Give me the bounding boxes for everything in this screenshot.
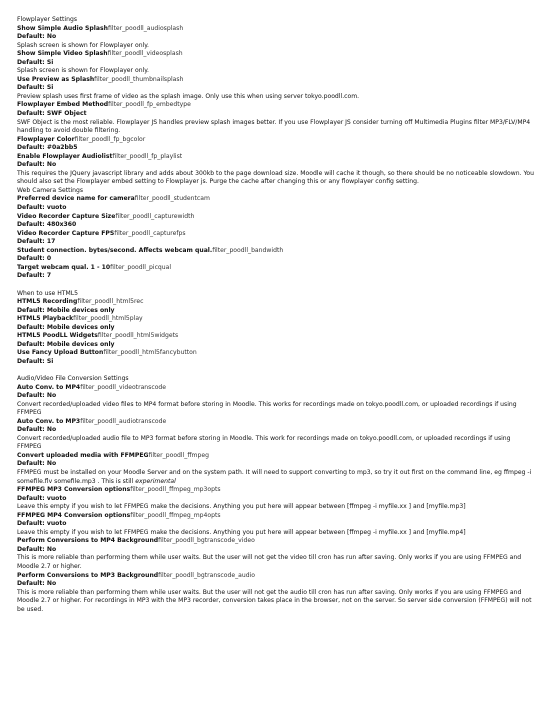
setting-title [17,512,535,521]
setting-label: HTML5 Playback [17,315,74,323]
setting-default: Default: Mobile devices only [17,323,115,331]
setting-default: Default: 17 [17,238,56,246]
setting-default: Default: Si [17,84,54,92]
setting-description-text: Leave this empty if you wish to let FFMPEG make the decisions. Anything you put here will appear between [ffmpeg -i myfile.xx ] and [myfile.mp4] [17,528,466,536]
setting-title [17,213,535,222]
setting-description-emphasis: experimental [135,477,176,485]
setting-label: Auto Conv. to MP4 [17,383,81,391]
setting-title [17,153,535,162]
setting-title [17,384,535,393]
setting-title [17,418,535,427]
section-heading: Web Camera Settings [17,186,84,194]
setting-default: Default: No [17,33,57,41]
setting-key: filter_poodll_audiosplash [107,24,184,32]
setting-title [17,452,535,461]
setting-title [17,101,535,110]
setting-label: HTML5 PoodLL Widgets [17,332,98,340]
setting-label: Video Recorder Capture FPS [17,229,115,237]
setting-description [17,529,535,538]
setting-title [17,264,535,273]
setting-label: Use Preview as Splash [17,75,95,83]
setting-default: Default: No [17,545,57,553]
setting-description [17,93,535,102]
setting-title [17,572,535,581]
setting-description [17,435,535,452]
setting-title [17,315,535,324]
setting-title [17,136,535,145]
setting-label: Preferred device name for camera [17,195,135,203]
setting-key: filter_poodll_videotranscode [80,383,167,391]
setting-label: Student connection. bytes/second. Affects webcam qual. [17,246,213,254]
setting-title [17,298,535,307]
setting-description-text: Convert recorded/uploaded video files to MP4 format before storing in Moodle. This works for recordings made on tokyo.poodll.com, or uploaded recordings if using FFMPEG [17,400,519,417]
setting-title [17,50,535,59]
setting-description [17,170,535,187]
setting-default: Default: 0 [17,255,52,263]
setting-title [17,25,535,34]
setting-title [17,230,535,239]
setting-label: Auto Conv. to MP3 [17,417,81,425]
setting-description-text: Splash screen is shown for Flowplayer only. [17,67,149,75]
setting-key: filter_poodll_bgtranscode_video [158,537,255,545]
setting-description [17,42,535,51]
setting-key: filter_poodll_html5rec [77,298,144,306]
setting-title [17,247,535,256]
setting-key: filter_poodll_videosplash [107,50,183,58]
setting-default: Default: No [17,580,57,588]
section-heading: Flowplayer Settings [17,16,77,23]
setting-key: filter_poodll_ffmpeg_mp3opts [130,486,221,494]
setting-key: filter_poodll_picqual [110,263,172,271]
setting-default: Default: No [17,426,57,434]
setting-default: Default: vuoto [17,204,67,212]
setting-description-text: This is more reliable than performing them while user waits. But the user will not get the video till cron has run after saving. Only works if you are using FFMPEG and Moodle 2.7 or higher. [17,554,524,570]
setting-key: filter_poodll_html5widgets [97,332,179,340]
setting-label: Video Recorder Capture Size [17,212,116,220]
setting-description-text: Preview splash uses first frame of video as the splash image. Only use this when using server tokyo.poodll.com. [17,92,360,100]
setting-label: Convert uploaded media with FFMPEG [17,451,149,459]
settings-document [17,16,535,614]
setting-key: filter_poodll_ffmpeg_mp4opts [130,511,221,519]
setting-label: Target webcam qual. 1 - 10 [17,263,111,271]
setting-label: Show Simple Audio Splash [17,24,108,32]
setting-description [17,119,535,136]
setting-default: Default: Mobile devices only [17,306,115,314]
setting-label: Perform Conversions to MP3 Background [17,571,159,579]
setting-description-text: This is more reliable than performing them while user waits. But the user will not get the audio till cron has run after saving. Only works if you are using FFMPEG and Moodle 2.7 or higher. For recordings in MP3 with the MP3 recorder, conversion takes place in the browser, not on the server. So server side conversion (FFMPEG) will not be used. [17,588,534,613]
setting-description [17,469,535,486]
setting-key: filter_poodll_audiotranscode [80,417,167,425]
setting-default: Default: SWF Object [17,110,87,118]
setting-key: filter_poodll_ffmpeg [148,451,209,459]
setting-default: Default: #0a2bb5 [17,144,78,152]
setting-title [17,537,535,546]
setting-key: filter_poodll_html5play [73,315,143,323]
setting-description-text: Convert recorded/uploaded audio file to MP3 format before storing in Moodle. This work for recordings made on tokyo.poodll.com, or uploaded recordings if using FFMPEG [17,434,513,451]
setting-default: Default: 7 [17,272,52,280]
setting-key: filter_poodll_fp_embedtype [108,101,191,109]
setting-default: Default: No [17,392,57,400]
setting-title [17,349,535,358]
setting-key: filter_poodll_capturefps [114,229,186,237]
setting-default: Default: vuoto [17,520,67,528]
setting-description [17,503,535,512]
setting-description-text: This requires the JQuery javascript library and adds about 300kb to the page download size. Moodle will cache it though, so there should be no noticeable slowdown. You should also set the Flowplayer embed setting to Flowplayer js. Purge the cache after changing this or any flowplayer config setting. [17,169,536,186]
setting-label: Flowplayer Color [17,135,75,143]
setting-description-text: Splash screen is shown for Flowplayer only. [17,41,149,49]
setting-default: Default: No [17,460,57,468]
setting-label: FFMPEG MP3 Conversion options [17,486,131,494]
setting-description [17,589,535,615]
section-heading: Audio/Video File Conversion Settings [17,374,129,382]
setting-key: filter_poodll_bandwidth [212,246,284,254]
setting-default: Default: vuoto [17,494,67,502]
setting-description [17,554,535,571]
setting-label: Show Simple Video Splash [17,50,108,58]
setting-default: Default: 480x360 [17,221,77,229]
setting-default: Default: Mobile devices only [17,340,115,348]
setting-key: filter_poodll_bgtranscode_audio [158,571,256,579]
section-gap [17,366,535,375]
setting-default: Default: Si [17,357,54,365]
setting-description-text: Leave this empty if you wish to let FFMPEG make the decisions. Anything you put here will appear between [ffmpeg -i myfile.xx ] and [myfile.mp3] [17,503,466,511]
setting-title [17,332,535,341]
setting-key: filter_poodll_studentcam [134,195,210,203]
setting-description-text: FFMPEG must be installed on your Moodle Server and on the system path. It will need to support converting to mp3, so try it out first on the command line, eg ffmpeg -i somefile.flv somefile.mp3 . This is still [17,468,534,485]
setting-title [17,195,535,204]
setting-description [17,67,535,76]
setting-label: Enable Flowplayer Audiolist [17,152,113,160]
setting-label: FFMPEG MP4 Conversion options [17,511,131,519]
section-heading: When to use HTML5 [17,289,79,297]
setting-label: Perform Conversions to MP4 Background [17,537,159,545]
setting-key: filter_poodll_fp_playlist [112,152,183,160]
setting-key: filter_poodll_thumbnailsplash [94,75,184,83]
setting-default: Default: Si [17,58,54,66]
setting-label: HTML5 Recording [17,298,78,306]
setting-label: Flowplayer Embed Method [17,101,109,109]
setting-key: filter_poodll_fp_bgcolor [74,135,146,143]
setting-key: filter_poodll_capturewidth [115,212,195,220]
setting-description [17,401,535,418]
setting-description-text: SWF Object is the most reliable. Flowplayer JS handles preview splash images better. If you use Flowplayer JS consider turning off Multimedia Plugins filter MP3/FLV/MP4 handling to avoid double filtering. [17,118,533,135]
setting-key: filter_poodll_html5fancybutton [103,349,197,357]
section-gap [17,281,535,290]
setting-default: Default: No [17,161,57,169]
setting-title [17,76,535,85]
setting-title [17,486,535,495]
setting-label: Use Fancy Upload Button [17,349,104,357]
